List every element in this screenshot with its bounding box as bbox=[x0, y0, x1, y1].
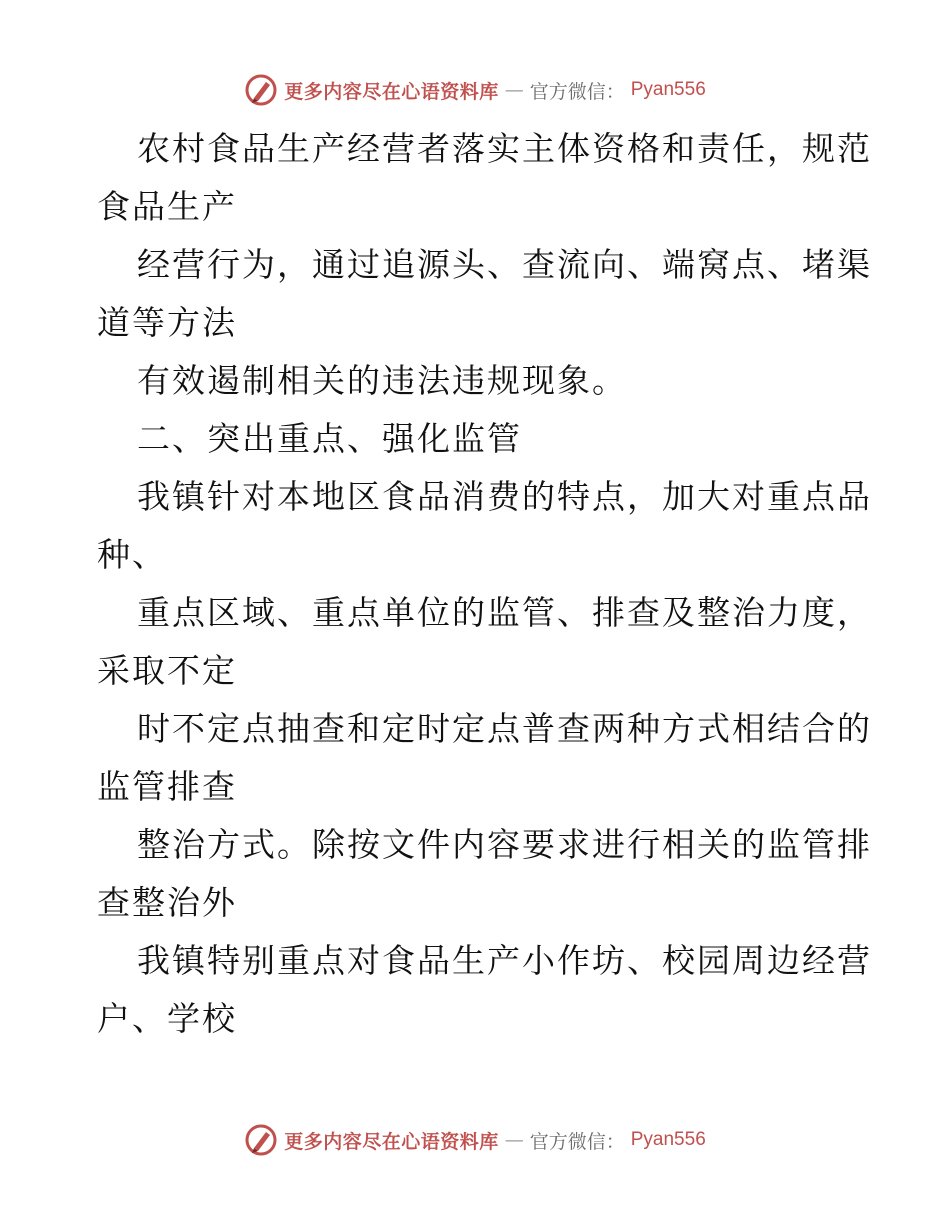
footer-banner bbox=[0, 1118, 950, 1162]
text-line: 经营行为，通过追源头、查流向、端窝点、堵渠 bbox=[137, 245, 872, 284]
text-line: 采取不定 bbox=[97, 651, 237, 690]
text-line: 时不定点抽查和定时定点普查两种方式相结合的 bbox=[137, 709, 872, 748]
text-line: 我镇特别重点对食品生产小作坊、校园周边经营 bbox=[137, 941, 872, 980]
text-line: 道等方法 bbox=[97, 303, 237, 342]
header-official-label: 官方微信： bbox=[529, 80, 625, 103]
pen-logo-icon bbox=[244, 1123, 278, 1157]
footer-site-text: 更多内容尽在心语资料库 bbox=[284, 1130, 499, 1153]
text-line: 种、 bbox=[97, 535, 167, 574]
header-wechat-id: Pyan556 bbox=[630, 79, 706, 100]
text-line: 农村食品生产经营者落实主体资格和责任，规范 bbox=[137, 129, 872, 168]
text-line: 我镇针对本地区食品消费的特点，加大对重点品 bbox=[137, 477, 872, 516]
pen-logo-icon bbox=[244, 73, 278, 107]
text-line: 有效遏制相关的违法违规现象。 bbox=[137, 361, 627, 400]
footer-dash: — bbox=[504, 1129, 524, 1151]
document-body bbox=[97, 120, 872, 1048]
header-banner bbox=[0, 68, 950, 112]
section-heading: 二、突出重点、强化监管 bbox=[137, 419, 522, 458]
text-line: 监管排查 bbox=[97, 767, 237, 806]
footer-wechat-id: Pyan556 bbox=[630, 1129, 706, 1150]
header-site-text: 更多内容尽在心语资料库 bbox=[284, 80, 499, 103]
footer-official-label: 官方微信： bbox=[529, 1130, 625, 1153]
text-line: 整治方式。除按文件内容要求进行相关的监管排 bbox=[137, 825, 872, 864]
header-dash: — bbox=[504, 79, 524, 101]
text-line: 户、学校 bbox=[97, 999, 237, 1038]
text-line: 食品生产 bbox=[97, 187, 237, 226]
text-line: 重点区域、重点单位的监管、排查及整治力度， bbox=[137, 593, 872, 632]
text-line: 查整治外 bbox=[97, 883, 237, 922]
